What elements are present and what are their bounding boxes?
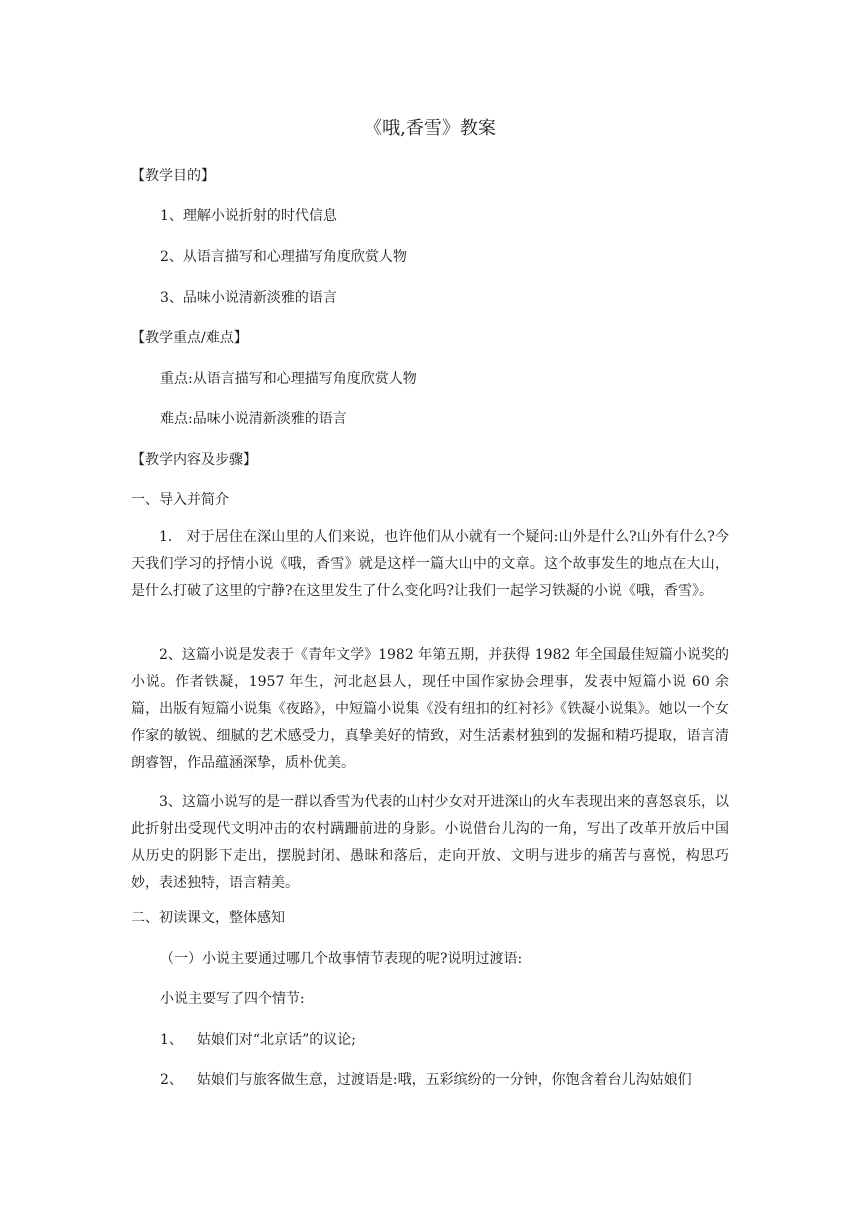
objective-item: 1、理解小说折射的时代信息 [160,208,337,224]
section-intro: 小说主要写了四个情节: [160,991,305,1007]
body-paragraph: 3、这篇小说写的是一群以香雪为代表的山村少女对开进深山的火车表现出来的喜怒哀乐，以此折射出受现代文明冲击的农村蹒跚前进的身影。小说借台儿沟的一角，写出了改革开放后中国从历史的阴影下走出，摆脱封闭、愚昧和落后，走向开放、文明与进步的痛苦与喜悦，构思巧妙，表述独特，语言精美。 [131,794,729,891]
section-heading: 一、导入并简介 [131,492,229,508]
key-points-heading: 【教学重点/难点】 [131,330,248,346]
objective-item: 2、从语言描写和心理描写角度欣赏人物 [160,249,407,265]
key-point-focus: 重点:从语言描写和心理描写角度欣赏人物 [160,371,417,387]
section-heading: 二、初读课文，整体感知 [131,910,285,926]
plot-item: 1、 姑娘们对“北京话”的议论; [160,1032,356,1048]
body-paragraph: 2、这篇小说是发表于《青年文学》1982 年第五期，并获得 1982 年全国最佳短篇小说奖的小说。作者铁凝，1957 年生，河北赵县人，现任中国作家协会理事，发表中短篇小说 60 余篇，出版有短篇小说集《夜路》，中短篇小说集《没有纽扣的红衬衫》《铁凝小说集》。她以一个女作家的敏锐、细腻的艺术感受力，真挚美好的情致，对生活素材独到的发掘和精巧提取，语言清朗睿智，作品蕴涵深挚，质朴优美。 [131,647,729,771]
document-title: 《哦,香雪》教案 [364,118,496,139]
objective-item: 3、品味小说清新淡雅的语言 [160,290,337,306]
key-point-difficulty: 难点:品味小说清新淡雅的语言 [160,411,347,427]
plot-item: 2、 姑娘们与旅客做生意，过渡语是:哦，五彩缤纷的一分钟，你饱含着台儿沟姑娘们 [160,1072,692,1088]
content-heading: 【教学内容及步骤】 [131,452,257,468]
body-paragraph: 1. 对于居住在深山里的人们来说，也许他们从小就有一个疑问:山外是什么?山外有什么?今天我们学习的抒情小说《哦，香雪》就是这样一篇大山中的文章。这个故事发生的地点在大山，是什么打破了这里的宁静?在这里发生了什么变化吗?让我们一起学习铁凝的小说《哦，香雪》。 [131,529,729,599]
objectives-heading: 【教学目的】 [131,168,215,184]
section-question: （一）小说主要通过哪几个故事情节表现的呢?说明过渡语: [160,951,523,967]
